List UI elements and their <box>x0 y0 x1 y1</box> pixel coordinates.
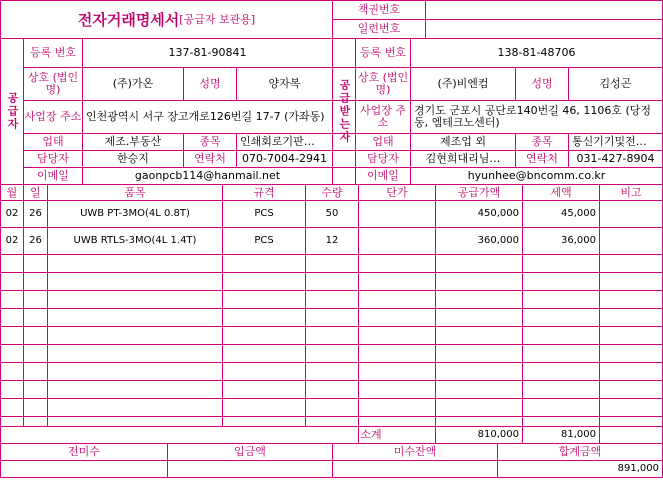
row-2-note <box>600 228 662 254</box>
row-2-qty: 12 <box>325 235 339 246</box>
supplier-contact-value: 한승지 <box>117 152 149 165</box>
serial-number-label: 일련번호 <box>357 22 401 35</box>
row-1-tax: 45,000 <box>561 208 596 219</box>
supplier-reg-value: 137-81-90841 <box>168 46 247 59</box>
recipient-contact-value: 김현희대리님… <box>425 152 501 165</box>
row-1-note <box>600 201 662 227</box>
document-title <box>1 1 332 38</box>
recipient-name-value: 김성곤 <box>599 77 632 90</box>
document-subtitle: [공급자 보관용] <box>179 12 256 26</box>
supplier-email-label: 이메일 <box>37 169 69 182</box>
supplier-address-value: 인천광역시 서구 장고개로126번길 17-7 (가좌동) <box>86 110 325 123</box>
row-2-item: UWB RTLS-3MO(4L 1.4T) <box>73 235 197 246</box>
col-item-header: 품목 <box>124 185 146 199</box>
recipient-address-label: 사업장 주소 <box>359 104 406 129</box>
deposit-value <box>168 461 332 477</box>
row-1-day: 26 <box>29 208 42 219</box>
supplier-phone-label: 연락처 <box>194 152 226 165</box>
row-1-qty: 50 <box>325 208 339 219</box>
recipient-phone-label: 연락처 <box>526 152 558 165</box>
col-day-header: 일 <box>30 185 41 199</box>
grand-total-value: 891,000 <box>617 463 659 474</box>
book-number-label: 책권번호 <box>357 3 401 16</box>
recipient-bizitem-value: 통신기기및전… <box>572 135 647 148</box>
row-2-spec: PCS <box>254 235 274 246</box>
serial-number-value <box>426 20 662 38</box>
supplier-reg-label: 등록 번호 <box>29 46 76 59</box>
supplier-phone-value: 070-7004-2941 <box>242 152 327 165</box>
supplier-side-label: 공급자 <box>6 92 19 131</box>
row-1-spec: PCS <box>254 208 274 219</box>
col-month-header: 월 <box>6 185 18 199</box>
outstanding-value <box>333 461 497 477</box>
col-spec-header: 규격 <box>253 185 275 199</box>
unpaid-value <box>1 461 167 477</box>
recipient-address-value: 경기도 군포시 공단로140번길 46, 1106호 (당정동, 엠테크노센터) <box>414 104 652 129</box>
row-2-price <box>359 228 435 254</box>
row-2-day: 26 <box>29 235 42 246</box>
recipient-phone-value: 031-427-8904 <box>576 152 655 165</box>
col-note-header: 비고 <box>620 185 642 199</box>
row-1-month: 02 <box>5 208 19 219</box>
recipient-contact-label: 담당자 <box>367 152 399 165</box>
recipient-name-label: 성명 <box>531 77 553 90</box>
book-number-value <box>426 1 662 19</box>
row-2-tax: 36,000 <box>561 235 596 246</box>
col-qty-header: 수량 <box>321 185 343 199</box>
col-price-header: 단가 <box>386 185 408 199</box>
supplier-bizitem-value: 인쇄회로기판… <box>240 135 315 148</box>
recipient-reg-value: 138-81-48706 <box>497 46 576 59</box>
supplier-company-value: (주)가온 <box>112 77 154 90</box>
grand-total-label: 합계금액 <box>558 445 602 458</box>
supplier-email-value: gaonpcb114@hanmail.net <box>134 169 281 182</box>
row-1-item: UWB PT-3MO(4L 0.8T) <box>80 208 190 219</box>
deposit-label: 입금액 <box>234 445 266 458</box>
supplier-biztype-value: 제조.부동산 <box>104 135 162 148</box>
col-tax-header: 세액 <box>550 185 572 199</box>
supplier-bizitem-label: 종목 <box>199 135 221 148</box>
recipient-company-label: 상호 (법인명) <box>357 71 409 96</box>
subtotal-tax: 81,000 <box>561 429 596 440</box>
document-title-text: 전자거래명세서 <box>77 10 180 29</box>
recipient-email-label: 이메일 <box>367 169 399 182</box>
recipient-side-label: 공급받는자 <box>338 79 351 144</box>
subtotal-supply: 810,000 <box>477 429 519 440</box>
recipient-reg-label: 등록 번호 <box>359 46 406 59</box>
recipient-bizitem-label: 종목 <box>531 135 553 148</box>
row-2-supply: 360,000 <box>477 235 519 246</box>
row-2-month: 02 <box>5 235 19 246</box>
supplier-biztype-label: 업태 <box>42 135 64 148</box>
unpaid-label: 전미수 <box>68 445 100 458</box>
outstanding-label: 미수잔액 <box>393 445 437 458</box>
supplier-name-label: 성명 <box>199 77 221 90</box>
supplier-company-label: 상호 (법인명) <box>27 71 79 96</box>
row-1-supply: 450,000 <box>477 208 519 219</box>
supplier-contact-label: 담당자 <box>37 152 69 165</box>
supplier-address-label: 사업장 주소 <box>24 110 82 123</box>
col-supply-header: 공급가액 <box>457 185 501 199</box>
recipient-company-value: (주)비엔컴 <box>437 77 489 90</box>
recipient-biztype-label: 업태 <box>372 135 394 148</box>
row-1-price <box>359 201 435 227</box>
subtotal-label: 소계 <box>360 428 382 441</box>
recipient-biztype-value: 제조업 외 <box>439 135 486 148</box>
supplier-name-value: 양자복 <box>268 77 301 90</box>
recipient-email-value: hyunhee@bncomm.co.kr <box>467 169 606 182</box>
